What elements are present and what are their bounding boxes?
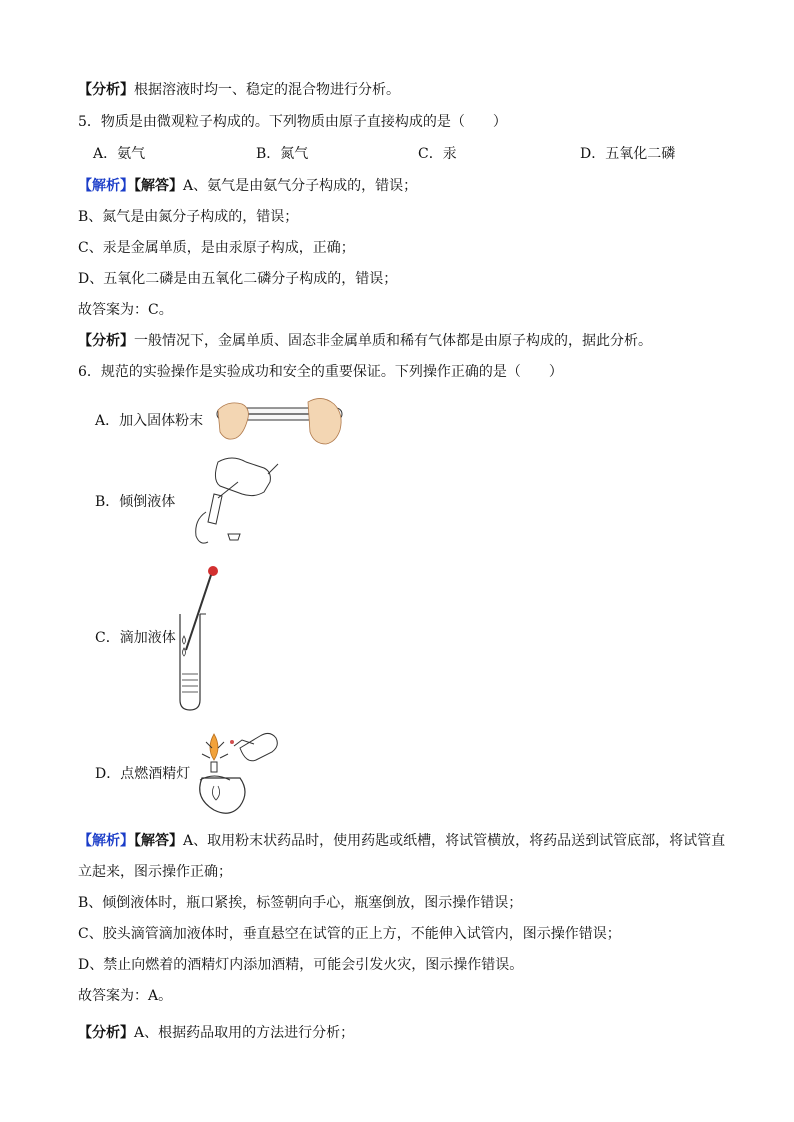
question-6-stem: 6．规范的实验操作是实验成功和安全的重要保证。下列操作正确的是（ ）	[78, 364, 563, 380]
answer-tag: 【解答】	[134, 178, 183, 194]
q6-option-a: A．加入固体粉末	[95, 413, 204, 429]
question-5-stem: 5．物质是由微观粒子构成的。下列物质由原子直接构成的是（ ）	[78, 114, 507, 130]
q5-analysis	[78, 331, 652, 351]
q5-solution-first	[78, 176, 417, 196]
answer-tag: 【解答】	[134, 833, 183, 849]
q6-solution-line: C、胶头滴管滴加液体时，垂直悬空在试管的正上方，不能伸入试管内，图示操作错误；	[78, 926, 621, 942]
q6-option-c: C．滴加液体	[95, 630, 176, 646]
q5-solution-line: C、汞是金属单质，是由汞原子构成，正确；	[78, 240, 355, 256]
q5-option-d: D．五氧化二磷	[580, 146, 676, 162]
q6-solution-line: B、倾倒液体时，瓶口紧挨，标签朝向手心，瓶塞倒放，图示操作错误；	[78, 895, 523, 911]
analysis-text: 根据溶液时均一、稳定的混合物进行分析。	[134, 82, 400, 98]
q5-option-a: A．氨气	[93, 146, 146, 162]
dropper-test-tube-illustration	[176, 564, 226, 712]
solution-text: A、取用粉末状药品时，使用药匙或纸槽，将试管横放，将药品送到试管底部，将试管直	[183, 833, 726, 849]
solution-tag: 【解析】	[78, 833, 134, 849]
q5-solution-line: D、五氧化二磷是由五氧化二磷分子构成的，错误；	[78, 271, 398, 287]
q5-option-b: B．氮气	[256, 146, 309, 162]
q6-option-d: D．点燃酒精灯	[95, 766, 191, 782]
analysis-line-prev	[78, 80, 400, 100]
pouring-liquid-illustration	[178, 452, 283, 552]
analysis-text: 一般情况下，金属单质、固态非金属单质和稀有气体都是由原子构成的，据此分析。	[134, 333, 652, 349]
q5-answer-line: 故答案为：C。	[78, 302, 173, 318]
analysis-tag: 【分析】	[78, 1025, 134, 1041]
alcohol-lamp-illustration	[192, 728, 282, 824]
q6-solution-first	[78, 831, 725, 851]
analysis-text: A、根据药品取用的方法进行分析；	[134, 1025, 355, 1041]
analysis-tag: 【分析】	[78, 82, 134, 98]
q6-answer-line: 故答案为：A。	[78, 988, 173, 1004]
solution-tag: 【解析】	[78, 178, 134, 194]
q6-option-b: B．倾倒液体	[95, 494, 176, 510]
solution-text: A、氨气是由氨气分子构成的，错误；	[183, 178, 418, 194]
q6-solution-line: D、禁止向燃着的酒精灯内添加酒精，可能会引发火灾，图示操作错误。	[78, 957, 524, 973]
q6-analysis	[78, 1023, 354, 1043]
q5-option-c: C．汞	[418, 146, 457, 162]
q5-solution-line: B、氮气是由氮分子构成的，错误；	[78, 209, 299, 225]
powder-into-test-tube-illustration	[212, 392, 352, 447]
q6-solution-cont: 立起来，图示操作正确；	[78, 864, 232, 880]
analysis-tag: 【分析】	[78, 333, 134, 349]
